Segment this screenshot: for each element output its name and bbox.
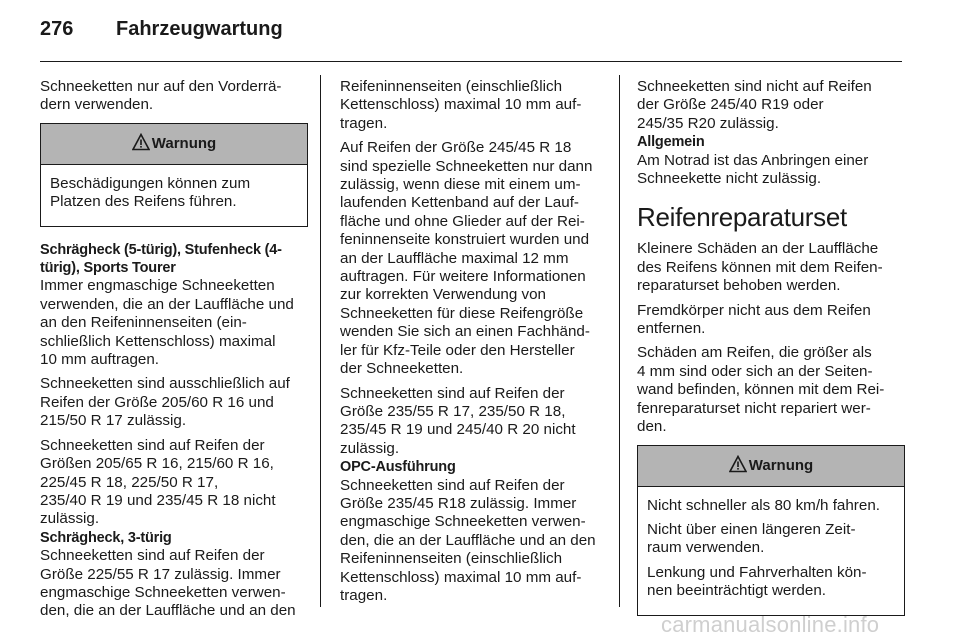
warning-item: Lenkung und Fahrverhalten kön- nen beeinträchtigt werden. — [647, 563, 867, 600]
body-paragraph: Schäden am Reifen, die größer als 4 mm sind oder sich an der Seiten- wand befinden, können mit dem Rei- fenreparaturset nicht repariert wer- den. — [637, 344, 885, 436]
intro-paragraph: Schneeketten nur auf den Vorderrä- dern verwenden. — [40, 78, 282, 114]
warning-item: Nicht über einen längeren Zeit- raum verwenden. — [647, 520, 856, 557]
body-paragraph: Schneeketten sind ausschließlich auf Reifen der Größe 205/60 R 16 und 215/50 R 17 zulässig. — [40, 375, 290, 430]
body-paragraph: Schneeketten sind auf Reifen der Größe 225/55 R 17 zulässig. Immer engmaschige Schneeketten verwen- den, die an der Lauffläche und an den — [40, 547, 296, 620]
body-paragraph: Immer engmaschige Schneeketten verwenden, die an der Lauffläche und an den Reifeninnenseiten (ein- schließlich Kettenschloss) maximal 10 mm auftragen. — [40, 277, 294, 369]
column-2 — [340, 78, 608, 611]
section-heading: Allgemein — [637, 134, 705, 151]
body-paragraph: Schneeketten sind auf Reifen der Größe 235/55 R 17, 235/50 R 18, 235/45 R 19 und 245/40 R 20 nicht zulässig. — [340, 384, 576, 457]
warning-item: Nicht schneller als 80 km/h fahren. — [647, 496, 880, 514]
header-divider — [40, 61, 902, 62]
section-heading: Schrägheck (5-türig), Stufenheck (4- türig), Sports Tourer — [40, 241, 282, 277]
warning-title: Warnung — [748, 456, 814, 474]
body-paragraph: Schneeketten sind nicht auf Reifen der Größe 245/40 R19 oder 245/35 R20 zulässig. — [637, 78, 872, 132]
warning-text: Beschädigungen können zum Platzen des Reifens führen. — [50, 174, 251, 211]
body-paragraph: Fremdkörper nicht aus dem Reifen entfernen. — [637, 301, 871, 338]
chapter-heading: Reifenreparaturset — [637, 202, 847, 233]
section-heading: OPC-Ausführung — [340, 459, 456, 476]
body-paragraph: Kleinere Schäden an der Lauffläche des Reifens können mit dem Reifen- reparaturset behoben werden. — [637, 240, 883, 295]
page-title: Fahrzeugwartung — [116, 18, 283, 40]
body-paragraph: Am Notrad ist das Anbringen einer Schneekette nicht zulässig. — [637, 151, 869, 188]
warning-triangle-icon — [729, 455, 747, 473]
body-paragraph: Schneeketten sind auf Reifen der Größe 235/45 R18 zulässig. Immer engmaschige Schneeketten verwen- den, die an der Lauffläche und an den Reifeninnenseiten (einschließlich Kettenschloss) maximal 10 mm auf- tragen. — [340, 476, 596, 604]
body-paragraph: Reifeninnenseiten (einschließlich Kettenschloss) maximal 10 mm auf- tragen. — [340, 78, 582, 132]
warning-box — [637, 445, 905, 616]
body-paragraph: Schneeketten sind auf Reifen der Größen 205/65 R 16, 215/60 R 16, 225/45 R 18, 225/50 R 17, 235/40 R 19 und 235/45 R 18 nicht zulässig. — [40, 436, 276, 528]
warning-header — [41, 124, 307, 165]
warning-triangle-icon — [132, 133, 150, 151]
column-divider-2 — [619, 75, 620, 607]
warning-title: Warnung — [151, 134, 217, 152]
page-number: 276 — [40, 18, 74, 40]
column-divider-1 — [320, 75, 321, 607]
body-paragraph: Auf Reifen der Größe 245/45 R 18 sind spezielle Schneeketten nur dann zulässig, wenn diese mit einem um- laufenden Kettenband auf der Lauf- fläche und ohne Glieder auf der Rei- feninnenseite konstruiert wurden und an der Lauffläche maximal 12 mm auftragen. Für weitere Informationen zur korrekten Verwendung von Schneeketten für diese Reifengröße wenden Sie sich an einen Fachhänd- ler für Kfz-Teile oder den Hersteller der Schneeketten. — [340, 139, 593, 378]
warning-header — [638, 446, 904, 487]
watermark-text: carmanualsonline.info — [661, 612, 880, 637]
column-1 — [40, 78, 308, 627]
section-heading: Schrägheck, 3-türig — [40, 529, 172, 546]
warning-box — [40, 123, 308, 227]
column-3 — [637, 78, 905, 630]
